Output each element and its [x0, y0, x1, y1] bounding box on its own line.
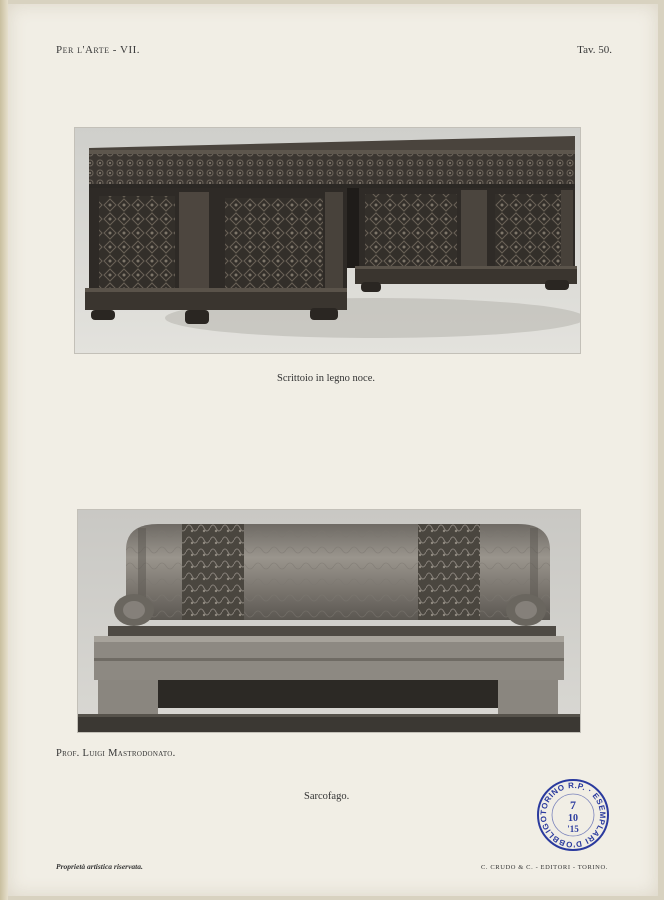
publisher-imprint: C. CRUDO & C. - EDITORI - TORINO. — [480, 864, 608, 871]
plate-number: Tav. 50. — [577, 44, 612, 56]
desk-image — [75, 128, 580, 353]
sarcophagus-caption: Sarcofago. — [304, 791, 350, 802]
library-stamp — [536, 778, 610, 852]
stamp-year: '15 — [567, 824, 579, 834]
stamp-day: 7 — [570, 798, 576, 812]
sarcophagus-photograph — [78, 510, 580, 732]
journal-header: Per l'Arte - VII. — [56, 44, 141, 56]
stamp-ring-text: TORINO R.P. · ESEMPLARI D'OBBLIGO — [538, 780, 608, 850]
binding-edge — [0, 0, 8, 900]
stamp-seal-icon — [536, 778, 610, 852]
sarcophagus-image — [78, 510, 580, 732]
stamp-month: 10 — [568, 813, 578, 824]
author-credit: Prof. Luigi Mastrodonato. — [56, 748, 176, 759]
desk-photograph — [75, 128, 580, 353]
copyright-notice: Proprietà artistica riservata. — [56, 862, 143, 871]
desk-caption: Scrittoio in legno noce. — [277, 373, 375, 384]
